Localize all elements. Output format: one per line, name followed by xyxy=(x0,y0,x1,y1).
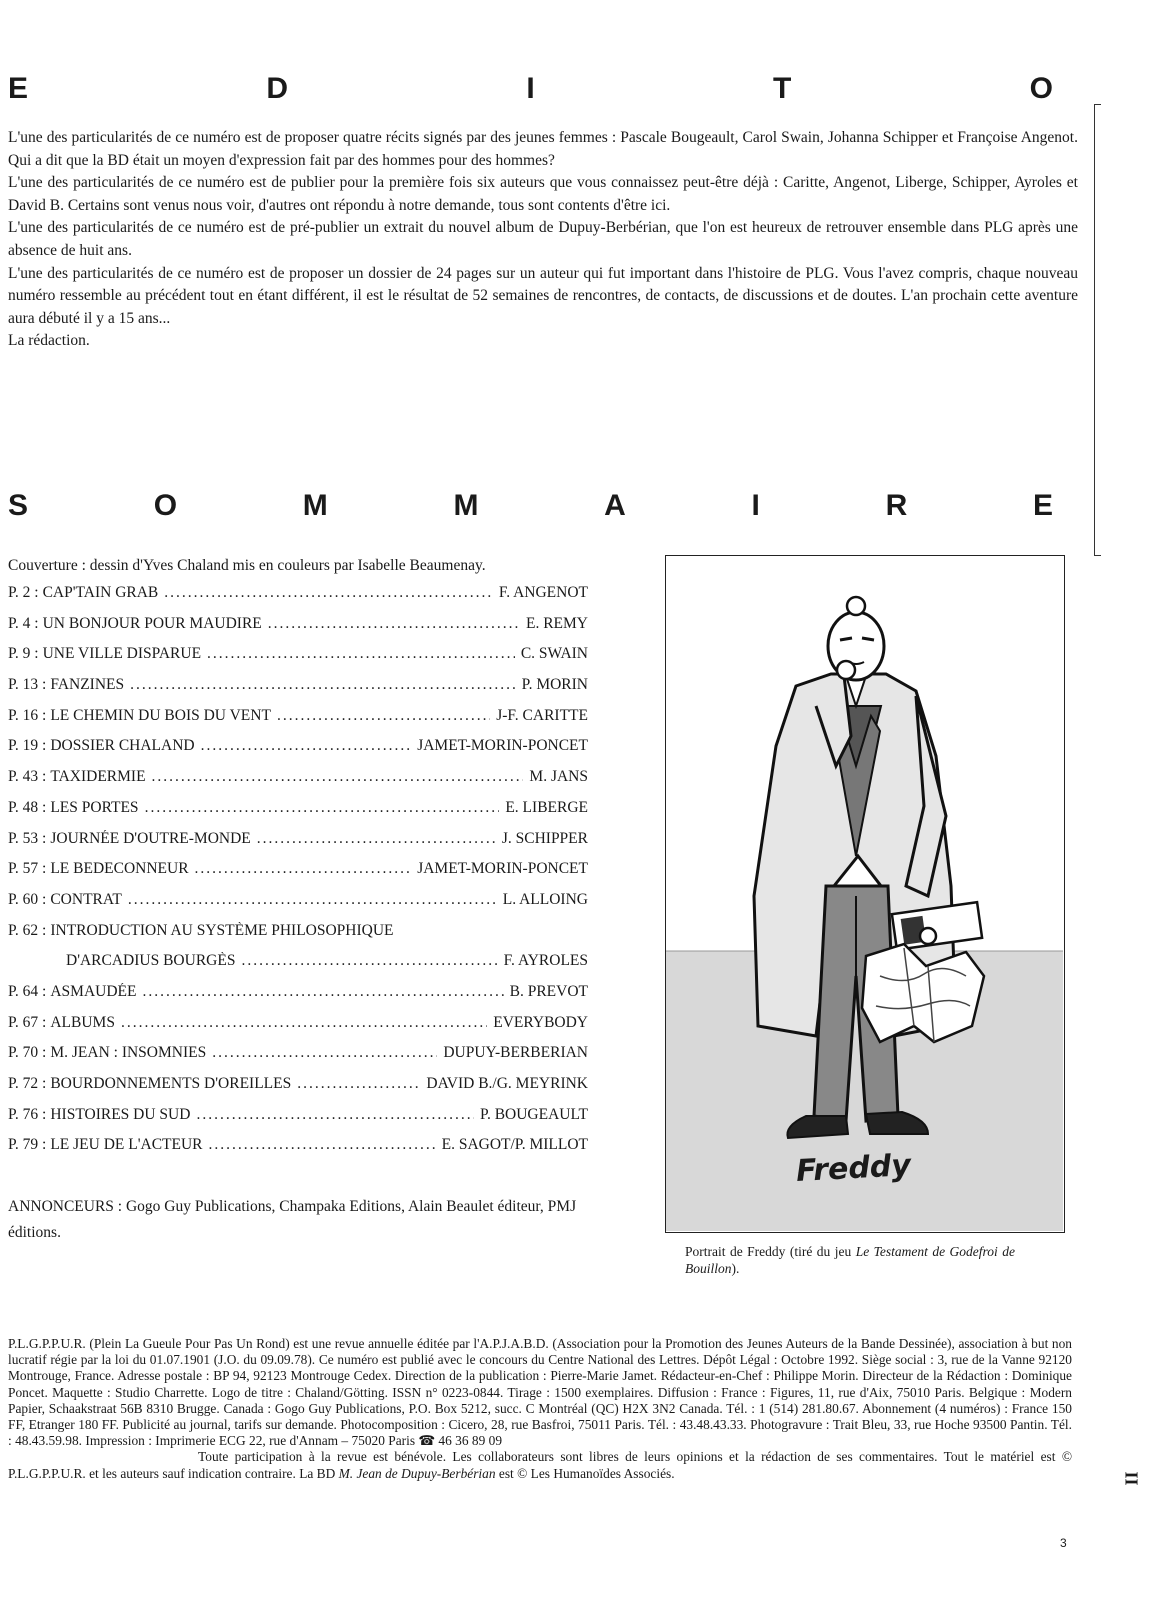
toc-author: J-F. CARITTE xyxy=(496,706,588,724)
margin-mark: II xyxy=(1121,1471,1142,1486)
sommaire-heading xyxy=(8,489,1053,523)
caption-prefix: Portrait de Freddy (tiré du jeu xyxy=(685,1244,856,1259)
edito-paragraph: L'une des particularités de ce numéro est de publier pour la première fois six auteurs que vous connaissez peut-être déjà : Caritte, Angenot, Liberge, Schipper, Ayroles et David B. Certains sont venus nous voir, d'autres ont répondu à notre demande, tous sont contents d'être ici. xyxy=(8,174,1078,214)
caption-suffix: ). xyxy=(731,1261,740,1276)
edito-letter: I xyxy=(526,72,535,105)
toc-page: P. 72 : xyxy=(8,1075,47,1092)
toc-page: P. 60 : xyxy=(8,890,47,908)
toc-author: P. MORIN xyxy=(521,676,588,694)
toc-title: FANZINES xyxy=(50,676,125,694)
edito-paragraph: L'une des particularités de ce numéro est de proposer quatre récits signés par des jeunes femmes : Pascale Bougeault, Carol Swain, Johanna Schipper et Françoise Angenot. Qui a dit que la BD était un moyen d'expression fait par des hommes pour des hommes? xyxy=(8,129,1078,169)
toc-title: JOURNÉE D'OUTRE-MONDE xyxy=(50,829,251,847)
toc-title: LE JEU DE L'ACTEUR xyxy=(50,1136,203,1154)
toc-leader xyxy=(297,1075,420,1093)
toc-title: ASMAUDÉE xyxy=(50,982,137,1000)
toc-leader xyxy=(257,830,496,848)
edito-letter: E xyxy=(8,72,29,105)
toc-entry xyxy=(8,799,588,830)
margin-bracket xyxy=(1094,104,1101,556)
sommaire-letter: A xyxy=(604,489,626,522)
toc-entry xyxy=(8,645,588,676)
toc-leader xyxy=(209,1136,436,1154)
toc-title: CONTRAT xyxy=(50,890,122,908)
toc-title: D'ARCADIUS BOURGÈS xyxy=(66,952,236,970)
caption-title: Le Testament de Godefroi de Bouillon xyxy=(685,1244,1015,1276)
toc-author: JAMET-MORIN-PONCET xyxy=(417,860,588,878)
toc-page: P. 48 : xyxy=(8,798,47,816)
toc-entry xyxy=(8,1044,588,1075)
edito-paragraph: L'une des particularités de ce numéro est de pré-publier un extrait du nouvel album de Dupuy-Berbérian, que l'on est heureux de retrouver ensemble dans PLG après une absence de huit ans. xyxy=(8,219,1078,259)
toc-title: LE CHEMIN DU BOIS DU VENT xyxy=(50,706,271,724)
toc-entry xyxy=(8,983,588,1014)
toc-author: F. AYROLES xyxy=(503,952,588,970)
toc-author: P. BOUGEAULT xyxy=(480,1105,588,1123)
freddy-illustration xyxy=(665,555,1065,1233)
toc-leader xyxy=(196,1106,474,1124)
edito-paragraph: L'une des particularités de ce numéro est de proposer un dossier de 24 pages sur un auteur qui fut important dans l'histoire de PLG. Vous l'avez compris, chaque nouveau numéro ressemble au précédent tout en étant différent, il est le résultat de 52 semaines de rencontres, de contacts, de discussions et de doutes. L'an prochain cette aventure aura débuté il y a 15 ans... xyxy=(8,264,1078,327)
sommaire-letter: E xyxy=(1032,489,1053,522)
toc-page: P. 79 : xyxy=(8,1136,47,1154)
toc-page: P. 13 : xyxy=(8,676,47,694)
sommaire-letter: I xyxy=(751,489,760,522)
sommaire-letter: O xyxy=(153,489,178,522)
colophon xyxy=(8,1336,1072,1482)
sommaire-letter: R xyxy=(885,489,908,522)
toc-title: INTRODUCTION AU SYSTÈME PHILOSOPHIQUE xyxy=(50,921,394,939)
signature-label: Freddy xyxy=(795,1148,912,1189)
toc-title: CAP'TAIN GRAB xyxy=(42,584,159,601)
toc-leader xyxy=(128,891,497,909)
toc-leader xyxy=(268,615,520,633)
toc-entry-continuation xyxy=(8,952,588,983)
toc-title: LES PORTES xyxy=(50,798,139,816)
toc-author: E. LIBERGE xyxy=(505,798,588,816)
toc-page: P. 57 : xyxy=(8,860,47,878)
toc-leader xyxy=(152,768,524,786)
toc-author: L. ALLOING xyxy=(502,890,588,908)
advertisers: ANNONCEURS : Gogo Guy Publications, Champaka Editions, Alain Beaulet éditeur, PMJ éditions. xyxy=(8,1198,577,1241)
toc-author: C. SWAIN xyxy=(520,645,588,663)
toc-entry xyxy=(8,615,588,646)
colophon-note-title: M. Jean de Dupuy-Berbérian xyxy=(338,1465,496,1481)
toc-author: M. JANS xyxy=(529,768,588,786)
toc-entry xyxy=(8,1075,588,1106)
toc-author: EVERYBODY xyxy=(493,1013,588,1031)
toc-page: P. 43 : xyxy=(8,768,47,786)
toc-leader xyxy=(142,983,503,1001)
toc-author: JAMET-MORIN-PONCET xyxy=(417,737,588,755)
toc-leader xyxy=(201,737,412,755)
toc-entry xyxy=(8,922,588,953)
edito-text xyxy=(8,127,1078,353)
toc-title: BOURDONNEMENTS D'OREILLES xyxy=(50,1075,292,1092)
toc-leader xyxy=(277,707,490,725)
toc-title: M. JEAN : INSOMNIES xyxy=(50,1044,207,1062)
toc-entry xyxy=(8,707,588,738)
toc-entry xyxy=(8,768,588,799)
page-number: 3 xyxy=(1060,1536,1067,1550)
toc-entry xyxy=(8,891,588,922)
toc-page: P. 16 : xyxy=(8,706,47,724)
colophon-note xyxy=(8,1449,1072,1481)
toc-title: UNE VILLE DISPARUE xyxy=(42,645,202,663)
toc-page: P. 76 : xyxy=(8,1105,47,1123)
table-of-contents xyxy=(8,584,588,1167)
toc-entry xyxy=(8,830,588,861)
colophon-note-prefix: Toute participation à la revue est bénévole. Les collaborateurs sont libres de leurs opinions et la rédaction de ses commentaires. Tout le matériel est © P.L.G.P.P.U.R. et les auteurs sauf indication contraire. La BD xyxy=(8,1449,1072,1481)
toc-entry xyxy=(8,737,588,768)
toc-author: E. REMY xyxy=(526,614,588,632)
toc-title: TAXIDERMIE xyxy=(50,768,146,786)
toc-title: DOSSIER CHALAND xyxy=(50,737,195,755)
cover-credit: Couverture : dessin d'Yves Chaland mis en couleurs par Isabelle Beaumenay. xyxy=(8,557,486,574)
toc-author: F. ANGENOT xyxy=(498,584,588,601)
toc-leader xyxy=(212,1044,437,1062)
colophon-note-suffix: est © Les Humanoïdes Associés. xyxy=(495,1465,675,1481)
toc-page: P. 67 : xyxy=(8,1013,47,1031)
edito-letter: O xyxy=(1029,72,1053,105)
toc-entry xyxy=(8,1136,588,1167)
toc-page: P. 62 : xyxy=(8,921,47,939)
illustration-caption xyxy=(685,1243,1015,1277)
toc-entry xyxy=(8,676,588,707)
toc-author: DUPUY-BERBERIAN xyxy=(443,1044,588,1062)
edito-letter: T xyxy=(772,72,792,105)
toc-leader xyxy=(241,952,497,970)
toc-leader xyxy=(121,1014,487,1032)
toc-page: P. 9 : xyxy=(8,645,39,663)
edito-signature: La rédaction. xyxy=(8,332,90,350)
toc-page: P. 70 : xyxy=(8,1044,47,1062)
toc-entry xyxy=(8,1106,588,1137)
freddy-drawing xyxy=(666,556,1063,1231)
toc-page: P. 64 : xyxy=(8,982,47,1000)
colophon-main: P.L.G.P.P.U.R. (Plein La Gueule Pour Pas Un Rond) est une revue annuelle éditée par l'A.P.J.A.B.D. (Association pour la Promotion des Jeunes Auteurs de la Bande Dessinée), association à but non lucratif régie par la loi du 01.07.1901 (J.O. du 09.09.78). Ce numéro est publié avec le concours du Centre National des Lettres. Dépôt Légal : Octobre 1992. Siège social : 3, rue de la Vanne 92120 Montrouge, France. Adresse postale : BP 94, 92123 Montrouge Cedex. Direction de la publication : Pierre-Marie Jamet. Rédacteur-en-Chef : Philippe Morin. Directeur de la Rédaction : Dominique Poncet. Maquette : Studio Charrette. Logo de titre : Chaland/Götting. ISSN n° 0223-0844. Tirage : 1500 exemplaires. Diffusion : France : Figures, 11, rue d'Aix, 75010 Paris. Belgique : Modern Papier, Schaakstraat 56B 8310 Brugge. Canada : Gogo Guy Publications, P.O. Box 5212, succ. C Montréal (QC) H2X 3N2 Canada. Tél. : 1 (514) 281.80.67. Abonnement (4 numéros) : France 150 FF, Etranger 180 FF. Publicité au journal, tarifs sur demande. Photocomposition : Cicero, 28, rue Basfroi, 75011 Paris. Tél. : 43.48.43.33. Photogravure : Trait Bleu, 33, rue Hoche 93500 Pantin. Tél. : 48.43.59.98. Impression : Imprimerie ECG 22, rue d'Annam – 75020 Paris ☎ 46 36 89 09 xyxy=(8,1336,1072,1449)
toc-leader xyxy=(145,799,500,817)
toc-entry xyxy=(8,860,588,891)
sommaire-letter: S xyxy=(8,489,29,522)
toc-leader xyxy=(164,584,493,602)
toc-author: B. PREVOT xyxy=(509,982,588,1000)
toc-leader xyxy=(195,860,412,878)
toc-entry xyxy=(8,584,588,615)
toc-page: P. 4 : xyxy=(8,614,39,632)
toc-title: LE BEDECONNEUR xyxy=(50,860,189,878)
sommaire-letter: M xyxy=(453,489,479,522)
toc-author: E. SAGOT/P. MILLOT xyxy=(441,1136,588,1154)
toc-page: P. 19 : xyxy=(8,737,47,755)
edito-letter: D xyxy=(266,72,288,105)
toc-page: P. 2 : xyxy=(8,584,39,601)
toc-title: HISTOIRES DU SUD xyxy=(50,1105,191,1123)
toc-leader xyxy=(130,676,516,694)
toc-entry xyxy=(8,1014,588,1045)
sommaire-letter: M xyxy=(302,489,328,522)
toc-title: ALBUMS xyxy=(50,1013,115,1031)
toc-page: P. 53 : xyxy=(8,829,47,847)
toc-title: UN BONJOUR POUR MAUDIRE xyxy=(42,614,262,632)
edito-heading xyxy=(8,72,1053,106)
toc-leader xyxy=(207,645,515,663)
toc-author: DAVID B./G. MEYRINK xyxy=(426,1075,588,1092)
toc-author: J. SCHIPPER xyxy=(501,829,588,847)
